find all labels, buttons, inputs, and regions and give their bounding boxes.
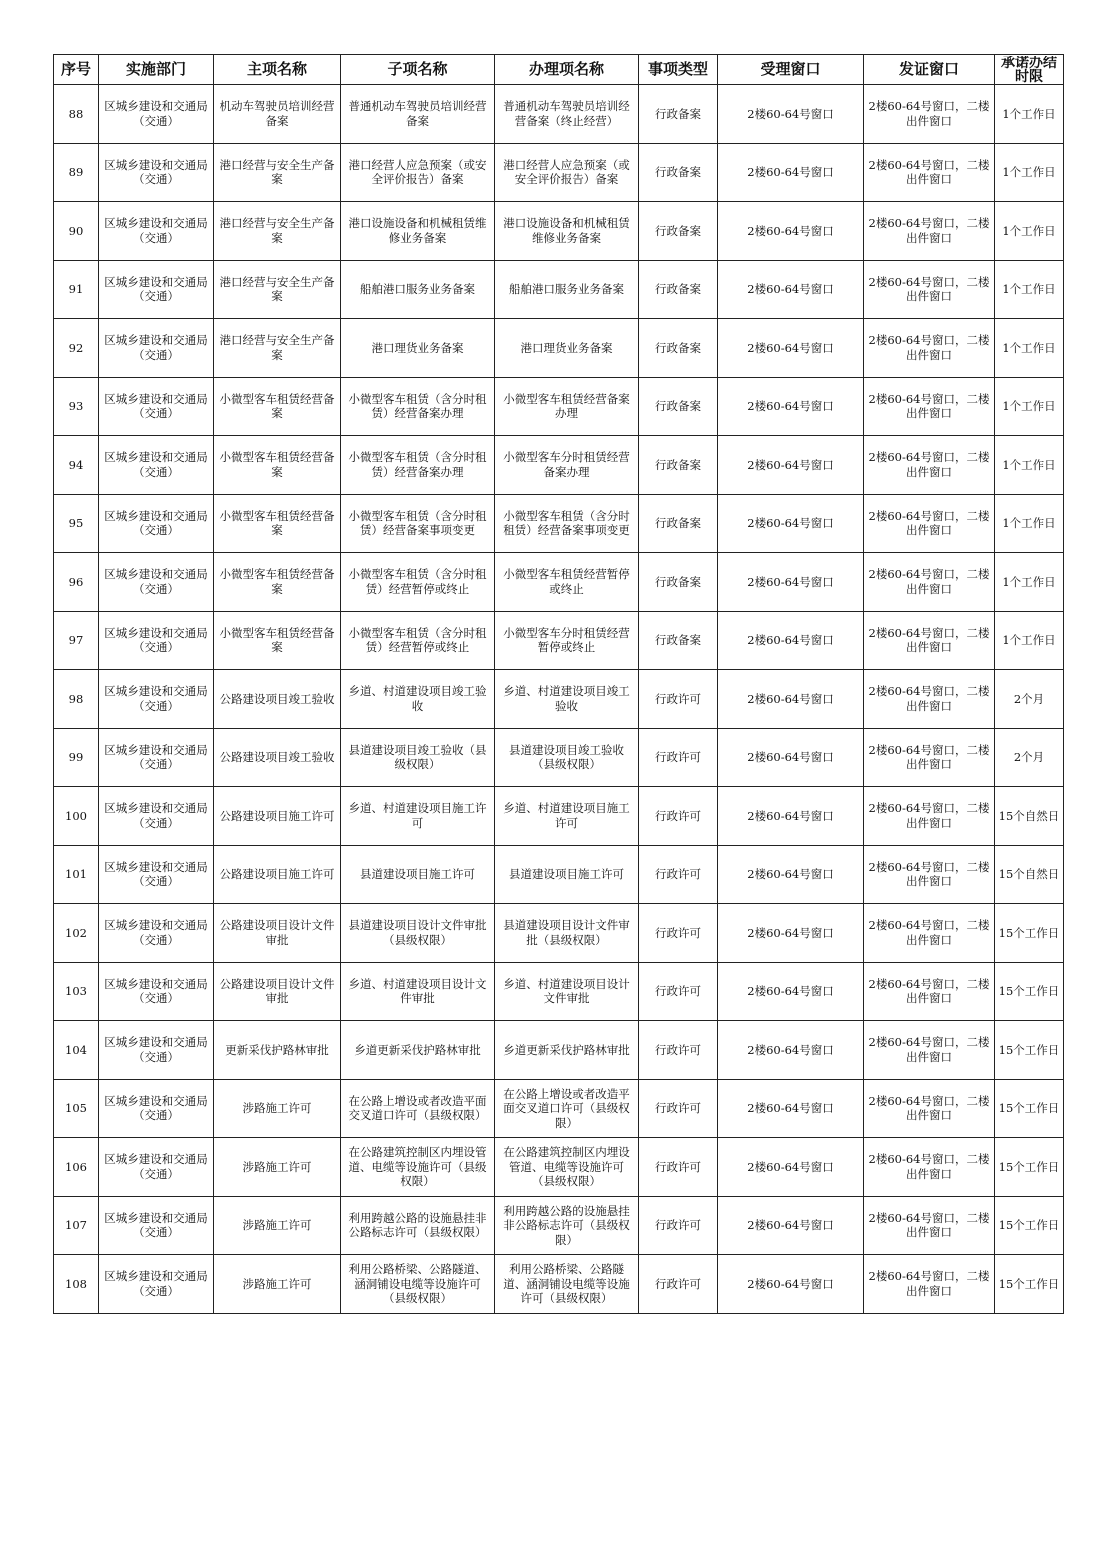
cell-index: 108 — [54, 1255, 99, 1314]
table-row — [54, 1079, 1064, 1138]
cell-sub-item: 乡道更新采伐护路林审批 — [341, 1021, 495, 1080]
cell-index: 100 — [54, 787, 99, 846]
cell-issue-window: 2楼60-64号窗口，二楼出件窗口 — [864, 1079, 995, 1138]
cell-promised-time: 2个月 — [995, 728, 1064, 787]
cell-handling-item: 县道建设项目施工许可 — [495, 845, 639, 904]
cell-accept-window: 2楼60-64号窗口 — [718, 845, 864, 904]
cell-accept-window: 2楼60-64号窗口 — [718, 202, 864, 261]
cell-item-type: 行政许可 — [639, 845, 718, 904]
cell-accept-window: 2楼60-64号窗口 — [718, 728, 864, 787]
header-accept-window: 受理窗口 — [718, 55, 864, 85]
cell-accept-window: 2楼60-64号窗口 — [718, 260, 864, 319]
table-row — [54, 962, 1064, 1021]
table-row — [54, 728, 1064, 787]
cell-item-type: 行政备案 — [639, 85, 718, 144]
cell-handling-item: 小微型客车租赁经营备案办理 — [495, 377, 639, 436]
cell-accept-window: 2楼60-64号窗口 — [718, 377, 864, 436]
cell-sub-item: 利用跨越公路的设施悬挂非公路标志许可（县级权限） — [341, 1196, 495, 1255]
cell-main-item: 港口经营与安全生产备案 — [214, 202, 341, 261]
table-row — [54, 1255, 1064, 1314]
cell-sub-item: 乡道、村道建设项目竣工验收 — [341, 670, 495, 729]
table-row — [54, 611, 1064, 670]
cell-main-item: 涉路施工许可 — [214, 1138, 341, 1197]
cell-sub-item: 乡道、村道建设项目设计文件审批 — [341, 962, 495, 1021]
cell-index: 91 — [54, 260, 99, 319]
cell-department: 区城乡建设和交通局（交通） — [99, 1196, 214, 1255]
cell-promised-time: 1个工作日 — [995, 202, 1064, 261]
cell-item-type: 行政许可 — [639, 1021, 718, 1080]
table-row — [54, 1138, 1064, 1197]
cell-department: 区城乡建设和交通局（交通） — [99, 202, 214, 261]
cell-department: 区城乡建设和交通局（交通） — [99, 787, 214, 846]
cell-sub-item: 利用公路桥梁、公路隧道、涵洞铺设电缆等设施许可（县级权限） — [341, 1255, 495, 1314]
cell-promised-time: 15个工作日 — [995, 1255, 1064, 1314]
header-index: 序号 — [54, 55, 99, 85]
cell-item-type: 行政许可 — [639, 904, 718, 963]
cell-main-item: 小微型客车租赁经营备案 — [214, 377, 341, 436]
cell-accept-window: 2楼60-64号窗口 — [718, 494, 864, 553]
cell-index: 90 — [54, 202, 99, 261]
cell-index: 99 — [54, 728, 99, 787]
cell-issue-window: 2楼60-64号窗口，二楼出件窗口 — [864, 962, 995, 1021]
cell-issue-window: 2楼60-64号窗口，二楼出件窗口 — [864, 494, 995, 553]
cell-promised-time: 15个自然日 — [995, 787, 1064, 846]
cell-department: 区城乡建设和交通局（交通） — [99, 728, 214, 787]
cell-accept-window: 2楼60-64号窗口 — [718, 904, 864, 963]
cell-handling-item: 利用公路桥梁、公路隧道、涵洞铺设电缆等设施许可（县级权限） — [495, 1255, 639, 1314]
cell-sub-item: 船舶港口服务业务备案 — [341, 260, 495, 319]
table-row — [54, 260, 1064, 319]
cell-sub-item: 小微型客车租赁（含分时租赁）经营暂停或终止 — [341, 553, 495, 612]
cell-issue-window: 2楼60-64号窗口，二楼出件窗口 — [864, 436, 995, 495]
table-row — [54, 143, 1064, 202]
cell-handling-item: 港口设施设备和机械租赁维修业务备案 — [495, 202, 639, 261]
cell-handling-item: 利用跨越公路的设施悬挂非公路标志许可（县级权限） — [495, 1196, 639, 1255]
cell-promised-time: 1个工作日 — [995, 319, 1064, 378]
cell-handling-item: 乡道、村道建设项目施工许可 — [495, 787, 639, 846]
cell-index: 106 — [54, 1138, 99, 1197]
cell-issue-window: 2楼60-64号窗口，二楼出件窗口 — [864, 1021, 995, 1080]
cell-issue-window: 2楼60-64号窗口，二楼出件窗口 — [864, 85, 995, 144]
cell-handling-item: 小微型客车租赁（含分时租赁）经营备案事项变更 — [495, 494, 639, 553]
cell-handling-item: 乡道、村道建设项目竣工验收 — [495, 670, 639, 729]
header-handling-item: 办理项名称 — [495, 55, 639, 85]
table-row — [54, 202, 1064, 261]
cell-department: 区城乡建设和交通局（交通） — [99, 845, 214, 904]
cell-item-type: 行政许可 — [639, 728, 718, 787]
table-row — [54, 319, 1064, 378]
cell-department: 区城乡建设和交通局（交通） — [99, 85, 214, 144]
cell-accept-window: 2楼60-64号窗口 — [718, 611, 864, 670]
cell-sub-item: 县道建设项目设计文件审批（县级权限） — [341, 904, 495, 963]
cell-index: 92 — [54, 319, 99, 378]
header-item-type: 事项类型 — [639, 55, 718, 85]
cell-item-type: 行政许可 — [639, 1196, 718, 1255]
cell-item-type: 行政备案 — [639, 494, 718, 553]
cell-accept-window: 2楼60-64号窗口 — [718, 319, 864, 378]
cell-department: 区城乡建设和交通局（交通） — [99, 1079, 214, 1138]
cell-index: 95 — [54, 494, 99, 553]
cell-item-type: 行政备案 — [639, 611, 718, 670]
table-row — [54, 670, 1064, 729]
cell-item-type: 行政许可 — [639, 670, 718, 729]
cell-promised-time: 1个工作日 — [995, 85, 1064, 144]
cell-handling-item: 小微型客车分时租赁经营备案办理 — [495, 436, 639, 495]
cell-sub-item: 在公路上增设或者改造平面交叉道口许可（县级权限） — [341, 1079, 495, 1138]
cell-sub-item: 港口理货业务备案 — [341, 319, 495, 378]
cell-sub-item: 普通机动车驾驶员培训经营备案 — [341, 85, 495, 144]
cell-handling-item: 县道建设项目竣工验收（县级权限） — [495, 728, 639, 787]
cell-main-item: 涉路施工许可 — [214, 1255, 341, 1314]
cell-sub-item: 乡道、村道建设项目施工许可 — [341, 787, 495, 846]
cell-department: 区城乡建设和交通局（交通） — [99, 1255, 214, 1314]
cell-main-item: 公路建设项目设计文件审批 — [214, 904, 341, 963]
cell-handling-item: 在公路上增设或者改造平面交叉道口许可（县级权限） — [495, 1079, 639, 1138]
cell-item-type: 行政许可 — [639, 787, 718, 846]
cell-item-type: 行政许可 — [639, 1255, 718, 1314]
cell-department: 区城乡建设和交通局（交通） — [99, 494, 214, 553]
table-row — [54, 553, 1064, 612]
cell-promised-time: 1个工作日 — [995, 260, 1064, 319]
cell-department: 区城乡建设和交通局（交通） — [99, 904, 214, 963]
cell-main-item: 更新采伐护路林审批 — [214, 1021, 341, 1080]
cell-item-type: 行政备案 — [639, 319, 718, 378]
cell-main-item: 港口经营与安全生产备案 — [214, 319, 341, 378]
cell-promised-time: 2个月 — [995, 670, 1064, 729]
cell-main-item: 小微型客车租赁经营备案 — [214, 436, 341, 495]
header-main-item: 主项名称 — [214, 55, 341, 85]
cell-issue-window: 2楼60-64号窗口，二楼出件窗口 — [864, 611, 995, 670]
cell-accept-window: 2楼60-64号窗口 — [718, 787, 864, 846]
cell-issue-window: 2楼60-64号窗口，二楼出件窗口 — [864, 143, 995, 202]
cell-department: 区城乡建设和交通局（交通） — [99, 260, 214, 319]
cell-index: 94 — [54, 436, 99, 495]
cell-promised-time: 15个工作日 — [995, 1196, 1064, 1255]
service-items-table — [53, 54, 1064, 1314]
cell-promised-time: 15个工作日 — [995, 1021, 1064, 1080]
cell-handling-item: 普通机动车驾驶员培训经营备案（终止经营） — [495, 85, 639, 144]
cell-index: 89 — [54, 143, 99, 202]
cell-department: 区城乡建设和交通局（交通） — [99, 436, 214, 495]
cell-accept-window: 2楼60-64号窗口 — [718, 962, 864, 1021]
cell-accept-window: 2楼60-64号窗口 — [718, 1079, 864, 1138]
cell-handling-item: 船舶港口服务业务备案 — [495, 260, 639, 319]
table-row — [54, 1021, 1064, 1080]
cell-accept-window: 2楼60-64号窗口 — [718, 1138, 864, 1197]
cell-accept-window: 2楼60-64号窗口 — [718, 1255, 864, 1314]
cell-issue-window: 2楼60-64号窗口，二楼出件窗口 — [864, 377, 995, 436]
cell-accept-window: 2楼60-64号窗口 — [718, 1196, 864, 1255]
cell-handling-item: 小微型客车分时租赁经营暂停或终止 — [495, 611, 639, 670]
table-row — [54, 787, 1064, 846]
cell-item-type: 行政备案 — [639, 260, 718, 319]
cell-index: 107 — [54, 1196, 99, 1255]
table-row — [54, 85, 1064, 144]
cell-department: 区城乡建设和交通局（交通） — [99, 553, 214, 612]
cell-main-item: 小微型客车租赁经营备案 — [214, 611, 341, 670]
cell-item-type: 行政许可 — [639, 1079, 718, 1138]
cell-sub-item: 在公路建筑控制区内埋设管道、电缆等设施许可（县级权限） — [341, 1138, 495, 1197]
cell-accept-window: 2楼60-64号窗口 — [718, 553, 864, 612]
cell-accept-window: 2楼60-64号窗口 — [718, 85, 864, 144]
cell-handling-item: 小微型客车租赁经营暂停或终止 — [495, 553, 639, 612]
cell-department: 区城乡建设和交通局（交通） — [99, 670, 214, 729]
cell-item-type: 行政备案 — [639, 377, 718, 436]
cell-index: 101 — [54, 845, 99, 904]
cell-index: 88 — [54, 85, 99, 144]
cell-item-type: 行政备案 — [639, 143, 718, 202]
table-row — [54, 1196, 1064, 1255]
table-body — [54, 85, 1064, 1314]
header-department: 实施部门 — [99, 55, 214, 85]
cell-handling-item: 乡道、村道建设项目设计文件审批 — [495, 962, 639, 1021]
cell-sub-item: 小微型客车租赁（含分时租赁）经营备案事项变更 — [341, 494, 495, 553]
header-row — [54, 55, 1064, 85]
cell-promised-time: 1个工作日 — [995, 494, 1064, 553]
cell-main-item: 公路建设项目设计文件审批 — [214, 962, 341, 1021]
cell-issue-window: 2楼60-64号窗口，二楼出件窗口 — [864, 728, 995, 787]
cell-issue-window: 2楼60-64号窗口，二楼出件窗口 — [864, 1196, 995, 1255]
cell-issue-window: 2楼60-64号窗口，二楼出件窗口 — [864, 787, 995, 846]
cell-item-type: 行政备案 — [639, 553, 718, 612]
cell-promised-time: 15个工作日 — [995, 1079, 1064, 1138]
cell-main-item: 小微型客车租赁经营备案 — [214, 494, 341, 553]
cell-promised-time: 15个工作日 — [995, 1138, 1064, 1197]
cell-issue-window: 2楼60-64号窗口，二楼出件窗口 — [864, 319, 995, 378]
cell-sub-item: 县道建设项目施工许可 — [341, 845, 495, 904]
cell-issue-window: 2楼60-64号窗口，二楼出件窗口 — [864, 1138, 995, 1197]
cell-issue-window: 2楼60-64号窗口，二楼出件窗口 — [864, 845, 995, 904]
cell-index: 104 — [54, 1021, 99, 1080]
cell-handling-item: 在公路建筑控制区内埋设管道、电缆等设施许可（县级权限） — [495, 1138, 639, 1197]
cell-promised-time: 1个工作日 — [995, 611, 1064, 670]
cell-main-item: 公路建设项目竣工验收 — [214, 670, 341, 729]
cell-promised-time: 1个工作日 — [995, 436, 1064, 495]
cell-sub-item: 小微型客车租赁（含分时租赁）经营备案办理 — [341, 436, 495, 495]
cell-issue-window: 2楼60-64号窗口，二楼出件窗口 — [864, 553, 995, 612]
cell-index: 98 — [54, 670, 99, 729]
cell-issue-window: 2楼60-64号窗口，二楼出件窗口 — [864, 904, 995, 963]
cell-issue-window: 2楼60-64号窗口，二楼出件窗口 — [864, 260, 995, 319]
cell-department: 区城乡建设和交通局（交通） — [99, 1138, 214, 1197]
cell-main-item: 港口经营与安全生产备案 — [214, 260, 341, 319]
cell-department: 区城乡建设和交通局（交通） — [99, 143, 214, 202]
cell-accept-window: 2楼60-64号窗口 — [718, 1021, 864, 1080]
cell-item-type: 行政备案 — [639, 202, 718, 261]
cell-issue-window: 2楼60-64号窗口，二楼出件窗口 — [864, 670, 995, 729]
cell-department: 区城乡建设和交通局（交通） — [99, 377, 214, 436]
cell-sub-item: 小微型客车租赁（含分时租赁）经营暂停或终止 — [341, 611, 495, 670]
cell-item-type: 行政许可 — [639, 1138, 718, 1197]
cell-main-item: 公路建设项目施工许可 — [214, 845, 341, 904]
cell-accept-window: 2楼60-64号窗口 — [718, 143, 864, 202]
cell-main-item: 涉路施工许可 — [214, 1079, 341, 1138]
cell-accept-window: 2楼60-64号窗口 — [718, 670, 864, 729]
table-row — [54, 436, 1064, 495]
header-promised-time-text: 承诺办结时限 — [1001, 56, 1057, 84]
cell-department: 区城乡建设和交通局（交通） — [99, 611, 214, 670]
cell-sub-item: 小微型客车租赁（含分时租赁）经营备案办理 — [341, 377, 495, 436]
cell-item-type: 行政许可 — [639, 962, 718, 1021]
cell-main-item: 机动车驾驶员培训经营备案 — [214, 85, 341, 144]
cell-handling-item: 港口经营人应急预案（或安全评价报告）备案 — [495, 143, 639, 202]
cell-promised-time: 15个自然日 — [995, 845, 1064, 904]
cell-sub-item: 县道建设项目竣工验收（县级权限） — [341, 728, 495, 787]
cell-issue-window: 2楼60-64号窗口，二楼出件窗口 — [864, 1255, 995, 1314]
cell-index: 96 — [54, 553, 99, 612]
cell-handling-item: 乡道更新采伐护路林审批 — [495, 1021, 639, 1080]
table-row — [54, 494, 1064, 553]
cell-department: 区城乡建设和交通局（交通） — [99, 1021, 214, 1080]
cell-sub-item: 港口经营人应急预案（或安全评价报告）备案 — [341, 143, 495, 202]
cell-index: 103 — [54, 962, 99, 1021]
cell-promised-time: 1个工作日 — [995, 143, 1064, 202]
cell-promised-time: 1个工作日 — [995, 377, 1064, 436]
cell-issue-window: 2楼60-64号窗口，二楼出件窗口 — [864, 202, 995, 261]
cell-handling-item: 县道建设项目设计文件审批（县级权限） — [495, 904, 639, 963]
cell-promised-time: 1个工作日 — [995, 553, 1064, 612]
cell-promised-time: 15个工作日 — [995, 962, 1064, 1021]
cell-promised-time: 15个工作日 — [995, 904, 1064, 963]
cell-accept-window: 2楼60-64号窗口 — [718, 436, 864, 495]
cell-department: 区城乡建设和交通局（交通） — [99, 319, 214, 378]
header-promised-time — [995, 55, 1064, 85]
cell-main-item: 公路建设项目施工许可 — [214, 787, 341, 846]
cell-department: 区城乡建设和交通局（交通） — [99, 962, 214, 1021]
table-row — [54, 377, 1064, 436]
cell-handling-item: 港口理货业务备案 — [495, 319, 639, 378]
cell-main-item: 港口经营与安全生产备案 — [214, 143, 341, 202]
cell-sub-item: 港口设施设备和机械租赁维修业务备案 — [341, 202, 495, 261]
cell-main-item: 小微型客车租赁经营备案 — [214, 553, 341, 612]
cell-index: 105 — [54, 1079, 99, 1138]
table-row — [54, 904, 1064, 963]
cell-index: 102 — [54, 904, 99, 963]
cell-item-type: 行政备案 — [639, 436, 718, 495]
cell-index: 93 — [54, 377, 99, 436]
cell-main-item: 公路建设项目竣工验收 — [214, 728, 341, 787]
table-row — [54, 845, 1064, 904]
header-issue-window: 发证窗口 — [864, 55, 995, 85]
cell-index: 97 — [54, 611, 99, 670]
header-sub-item: 子项名称 — [341, 55, 495, 85]
cell-main-item: 涉路施工许可 — [214, 1196, 341, 1255]
